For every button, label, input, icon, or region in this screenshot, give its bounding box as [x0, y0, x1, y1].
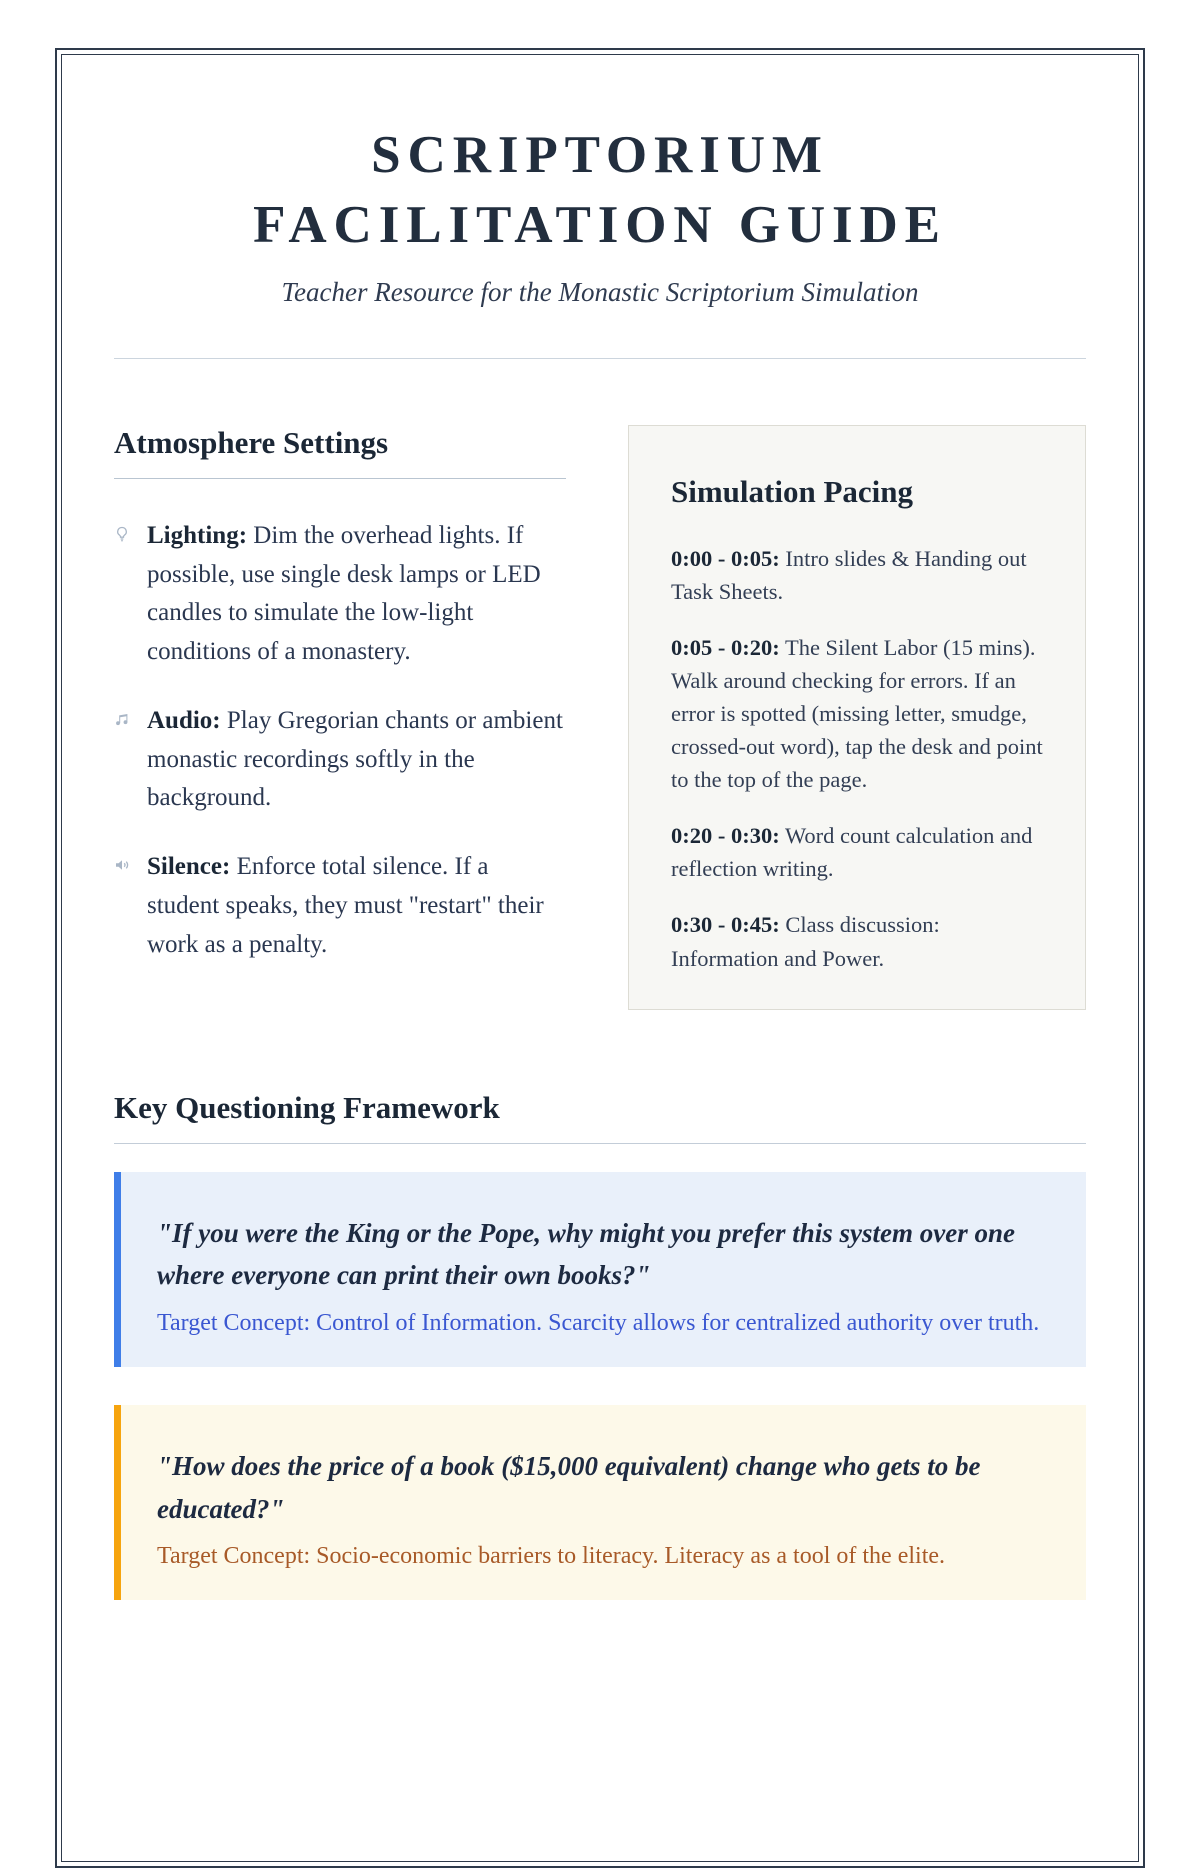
pacing-entry-text: Word count calculation and reflection writing.	[671, 823, 1033, 882]
atmosphere-list	[114, 517, 566, 965]
pacing-entry	[671, 631, 1043, 796]
target-concept: Target Concept: Control of Information. Scarcity allows for centralized authority over truth.	[157, 1309, 1040, 1336]
pacing-entry-text: Class discussion: Information and Power.	[671, 912, 940, 971]
page-title: SCRIPTORIUM FACILITATION GUIDE	[253, 126, 947, 254]
questioning-section	[114, 1090, 1086, 1601]
simulation-pacing-panel	[628, 425, 1086, 1010]
list-item-text	[147, 517, 566, 672]
two-column-band	[114, 425, 1086, 1010]
pacing-entry	[671, 908, 1043, 974]
list-item-text	[147, 702, 566, 818]
pacing-entry-text: Intro slides & Handing out Task Sheets.	[671, 545, 1027, 604]
list-item-label: Audio:	[147, 706, 221, 734]
list-item	[114, 702, 566, 818]
list-item	[114, 848, 566, 964]
list-item-label: Silence:	[147, 853, 231, 881]
list-item-body: Enforce total silence. If a student speaks, they must "restart" their work as a penalty.	[147, 853, 544, 958]
speaker-icon	[114, 848, 147, 964]
pacing-entry	[671, 819, 1043, 885]
list-item-label: Lighting:	[147, 521, 248, 549]
list-item-body: Play Gregorian chants or ambient monastic recordings softly in the background.	[147, 706, 563, 812]
music-note-icon	[114, 702, 147, 818]
pacing-time-range: 0:05 - 0:20:	[671, 635, 780, 661]
list-item	[114, 517, 566, 672]
atmosphere-heading: Atmosphere Settings	[114, 425, 566, 479]
pacing-time-range: 0:20 - 0:30:	[671, 823, 780, 849]
question-quote: "How does the price of a book ($15,000 equivalent) change who gets to be educated?"	[157, 1450, 981, 1524]
list-item-body: Dim the overhead lights. If possible, use single desk lamps or LED candles to simulate the low-light conditions of a monastery.	[147, 521, 541, 666]
atmosphere-section	[114, 425, 566, 995]
target-concept: Target Concept: Socio-economic barriers to literacy. Literacy as a tool of the elite.	[157, 1543, 946, 1570]
pacing-entry	[671, 542, 1043, 608]
lightbulb-icon	[114, 517, 147, 672]
questioning-heading: Key Questioning Framework	[114, 1090, 1086, 1144]
question-quote: "If you were the King or the Pope, why might you prefer this system over one where everyone can print their own books?"	[157, 1217, 1015, 1291]
list-item-text	[147, 848, 566, 964]
pacing-heading: Simulation Pacing	[671, 473, 914, 509]
question-card-socioeconomic-barriers	[114, 1405, 1086, 1600]
pacing-time-range: 0:00 - 0:05:	[671, 545, 780, 571]
page-subtitle: Teacher Resource for the Monastic Scriptorium Simulation	[281, 276, 919, 307]
pacing-entry-text: The Silent Labor (15 mins). Walk around checking for errors. If an error is spotted (missing letter, smudge, crossed-out word), tap the desk and point to the top of the page.	[671, 635, 1043, 793]
masthead-divider	[114, 358, 1086, 359]
question-card-control-of-information	[114, 1172, 1086, 1367]
document-page-border	[55, 48, 1145, 1868]
pacing-time-range: 0:30 - 0:45:	[671, 912, 780, 938]
document-page	[61, 54, 1139, 1862]
